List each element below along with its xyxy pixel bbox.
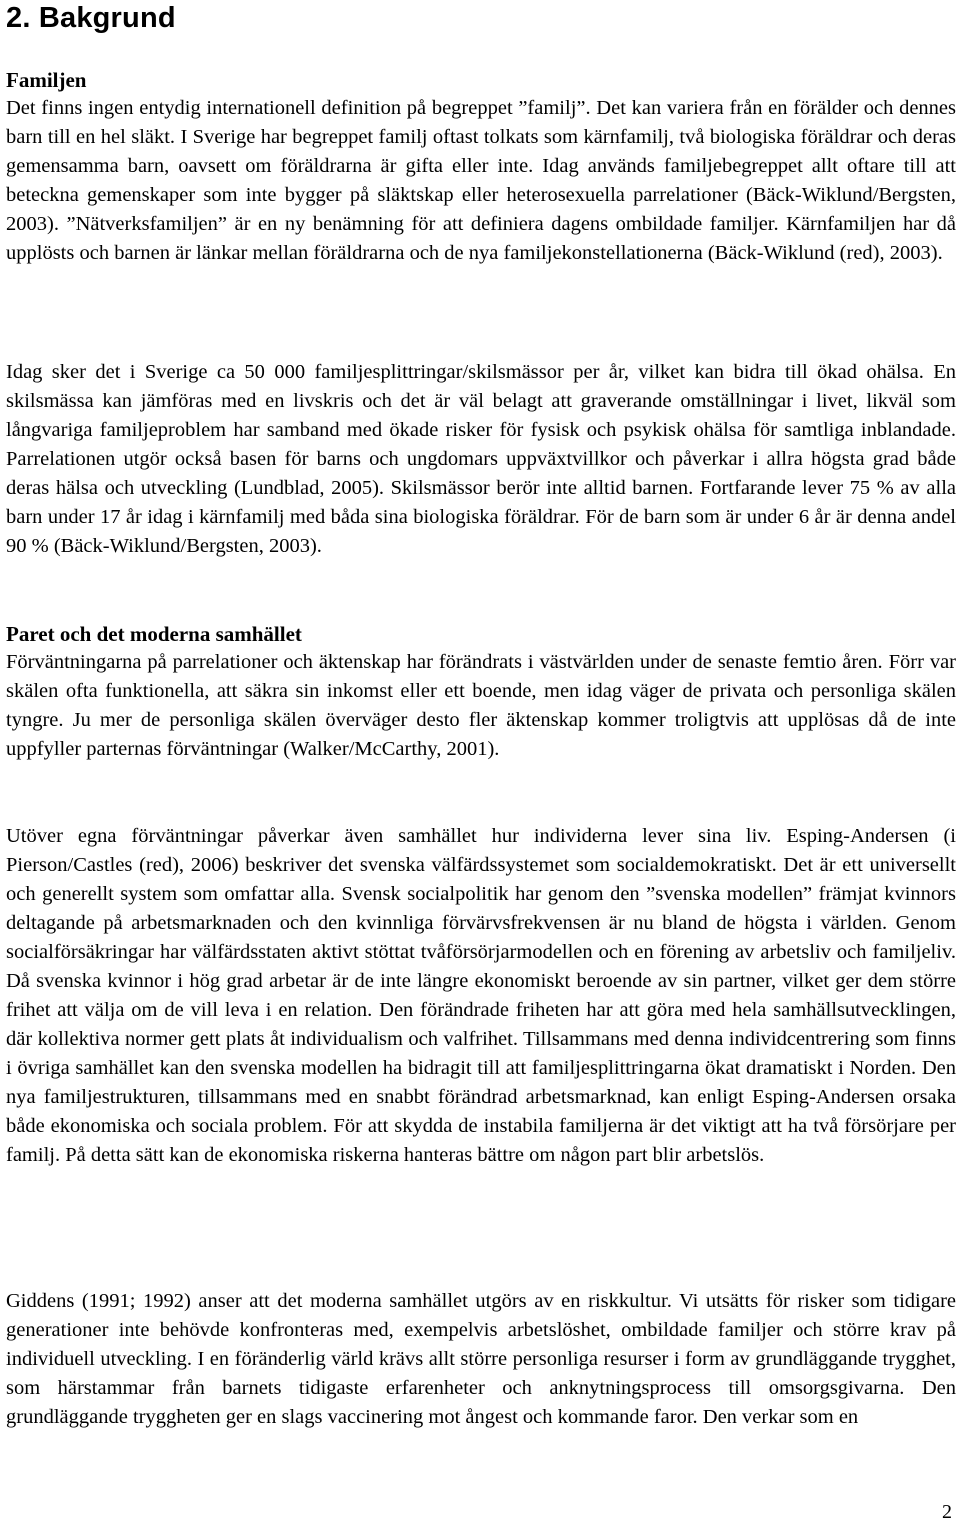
page-number: 2 xyxy=(942,1501,952,1523)
section-paret-och-det-moderna-samhallet xyxy=(6,620,956,764)
paragraph: Giddens (1991; 1992) anser att det moderna samhället utgörs av en riskkultur. Vi utsätts för risker som tidigare generationer inte behövde konfronteras med, exempelvis arbetslöshet, ombildade familjer och större krav på individuell utveckling. I en föränderlig värld krävs allt större personliga resurser i form av grundläggande trygghet, som härstammar från barnets tidigaste erfarenheter och anknytningsprocess till omsorgsgivarna. Den grundläggande tryggheten ger en slags vaccinering mot ångest och kommande faror. Den verkar som en xyxy=(6,1290,956,1428)
paragraph: Utöver egna förväntningar påverkar även samhället hur individerna lever sina liv. Esping-Andersen (i Pierson/Castles (red), 2006) beskriver det svenska välfärdssystemet som socialdemokratiskt. Det är ett universellt och generellt system som omfattar alla. Svensk socialpolitik har genom den ”svenska modellen” främjat kvinnors deltagande på arbetsmarknaden och den kvinnliga förvärvsfrekvensen är nu bland de högsta i världen. Genom socialförsäkringar har välfärdsstaten aktivt stöttat tvåförsörjarmodellen och en förening av arbetsliv och familjeliv. Då svenska kvinnor i hög grad arbetar är de inte längre ekonomiskt beroende av sin partner, vilket ger dem större frihet att välja om de vill leva i en relation. Den förändrade friheten har att göra med hela samhällsutvecklingen, där kollektiva normer gett plats åt individualism och valfrihet. Tillsammans med denna individcentrering som finns i övriga samhället kan den svenska modellen ha bidragit till att familjesplittringarna ökat dramatiskt i Norden. Den nya familjestrukturen, tillsammans med en snabbt förändrad arbetsmarknad, kan enligt Esping-Andersen orsaka både ekonomiska och sociala problem. För att skydda de instabila familjerna är det viktigt att ha två försörjare per familj. På detta sätt kan de ekonomiska riskerna hanteras bättre om någon part blir arbetslös. xyxy=(6,825,956,1166)
document-page xyxy=(6,0,956,1428)
section-heading: Paret och det moderna samhället xyxy=(6,622,302,646)
section-familjen xyxy=(6,66,956,268)
paragraph: Idag sker det i Sverige ca 50 000 familjesplittringar/skilsmässor per år, vilket kan bidra till ökad ohälsa. En skilsmässa kan jämföras med en livskris och det är väl belagt att graverande omställningar i livet, likväl som långvariga familjeproblem har samband med ökade risker för fysisk och psykisk ohälsa för samtliga inblandade. Parrelationen utgör också basen för barns och ungdomars uppväxtvillkor och påverkar i allra högsta grad både deras hälsa och utveckling (Lundblad, 2005). Skilsmässor berör inte alltid barnen. Fortfarande lever 75 % av alla barn under 17 år idag i kärnfamilj med båda sina biologiska föräldrar. För de barn som är under 6 år är denna andel 90 % (Bäck-Wiklund/Bergsten, 2003). xyxy=(6,361,956,557)
chapter-title: 2. Bakgrund xyxy=(6,2,176,34)
paragraph: Förväntningarna på parrelationer och äktenskap har förändrats i västvärlden under de senaste femtio åren. Förr var skälen ofta funktionella, att säkra sin inkomst eller ett boende, men idag väger de privata och personliga skälen tyngre. Ju mer de personliga skälen överväger desto fler äktenskap kommer troligtvis att upplösas då de inte uppfyller parternas förväntningar (Walker/McCarthy, 2001). xyxy=(6,651,956,760)
section-heading: Familjen xyxy=(6,68,87,92)
paragraph: Det finns ingen entydig internationell definition på begreppet ”familj”. Det kan variera från en förälder och dennes barn till en hel släkt. I Sverige har begreppet familj oftast tolkats som kärnfamilj, två biologiska föräldrar och deras gemensamma barn, oavsett om föräldrarna är gifta eller inte. Idag används familjebegreppet allt oftare till att beteckna gemenskaper som inte bygger på släktskap eller heterosexuella parrelationer (Bäck-Wiklund/Bergsten, 2003). ”Nätverksfamiljen” är en ny benämning för att definiera dagens ombildade familjer. Kärnfamiljen har då upplösts och barnen är länkar mellan föräldrarna och de nya familjekonstellationerna (Bäck-Wiklund (red), 2003). xyxy=(6,97,956,264)
